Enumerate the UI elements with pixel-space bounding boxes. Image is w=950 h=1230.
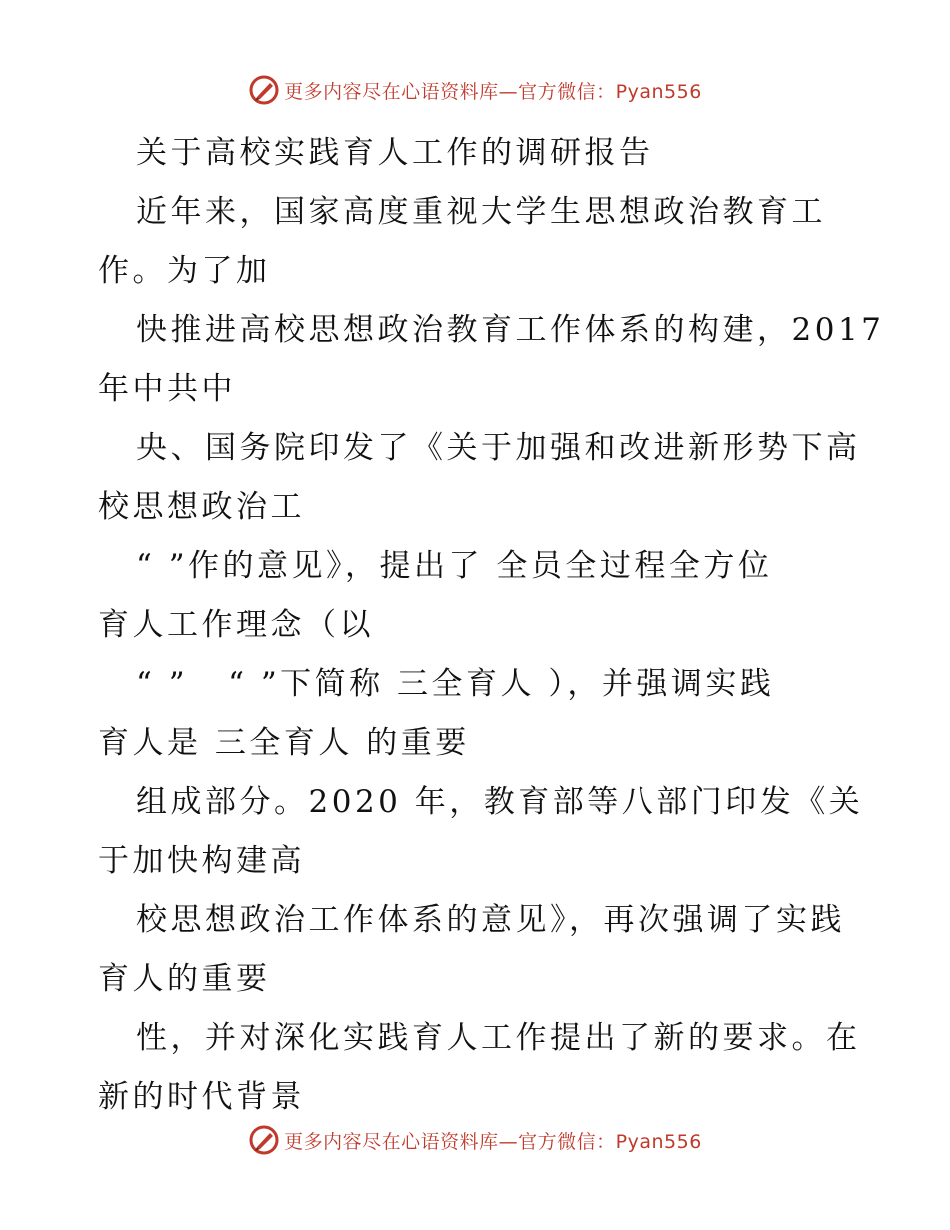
watermark-text: 更多内容尽在心语资料库—官方微信：Pyan556	[284, 1130, 702, 1153]
text-line: 央、国务院印发了《关于加强和改进新形势下高	[136, 430, 861, 466]
text-line: 育人工作理念（以	[98, 607, 374, 643]
header-watermark	[0, 70, 950, 110]
text-line: 新的时代背景	[98, 1079, 305, 1115]
text-line: “ ” “ ”下简称 三全育人 ），并强调实践	[136, 666, 775, 702]
pen-logo-icon	[248, 74, 280, 106]
text-line: 育人是 三全育人 的重要	[98, 725, 470, 761]
text-line: 于加快构建高	[98, 843, 305, 879]
watermark-text: 更多内容尽在心语资料库—官方微信：Pyan556	[284, 80, 702, 103]
text-line: 育人的重要	[98, 961, 271, 997]
document-body	[98, 124, 885, 1127]
text-line: 近年来，国家高度重视大学生思想政治教育工	[136, 194, 826, 230]
text-line: 组成部分。2020 年，教育部等八部门印发《关	[136, 784, 864, 820]
pen-logo-icon	[248, 1124, 280, 1156]
document-title: 关于高校实践育人工作的调研报告	[136, 135, 654, 171]
text-line: 年中共中	[98, 371, 236, 407]
text-line: 快推进高校思想政治教育工作体系的构建，2017	[136, 312, 885, 348]
footer-watermark	[0, 1120, 950, 1160]
text-line: 校思想政治工作体系的意见》，再次强调了实践	[136, 902, 845, 938]
text-line: “ ”作的意见》，提出了 全员全过程全方位	[136, 548, 773, 584]
text-line: 作。为了加	[98, 253, 271, 289]
text-line: 校思想政治工	[98, 489, 305, 525]
text-line: 性，并对深化实践育人工作提出了新的要求。在	[136, 1020, 861, 1056]
